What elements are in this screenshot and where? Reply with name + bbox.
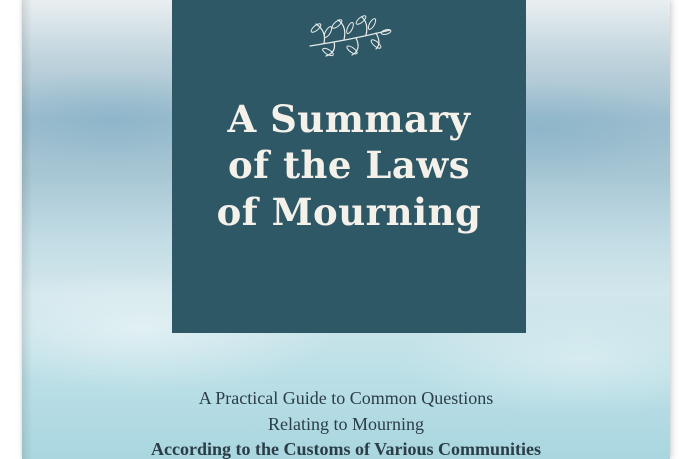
title-line: of Mourning bbox=[216, 189, 482, 234]
book-cover bbox=[22, 0, 670, 459]
subtitle-line: A Practical Guide to Common Questions bbox=[198, 388, 494, 408]
title-panel bbox=[172, 0, 526, 333]
title-line: of the Laws bbox=[227, 143, 471, 188]
title-line: A Summary bbox=[227, 97, 471, 141]
olive-sprig-icon bbox=[304, 12, 394, 58]
subtitle-line-bold: According to the Customs of Various Communities bbox=[150, 439, 541, 459]
book-title bbox=[172, 96, 526, 235]
subtitle-line: Relating to Mourning bbox=[268, 414, 424, 434]
